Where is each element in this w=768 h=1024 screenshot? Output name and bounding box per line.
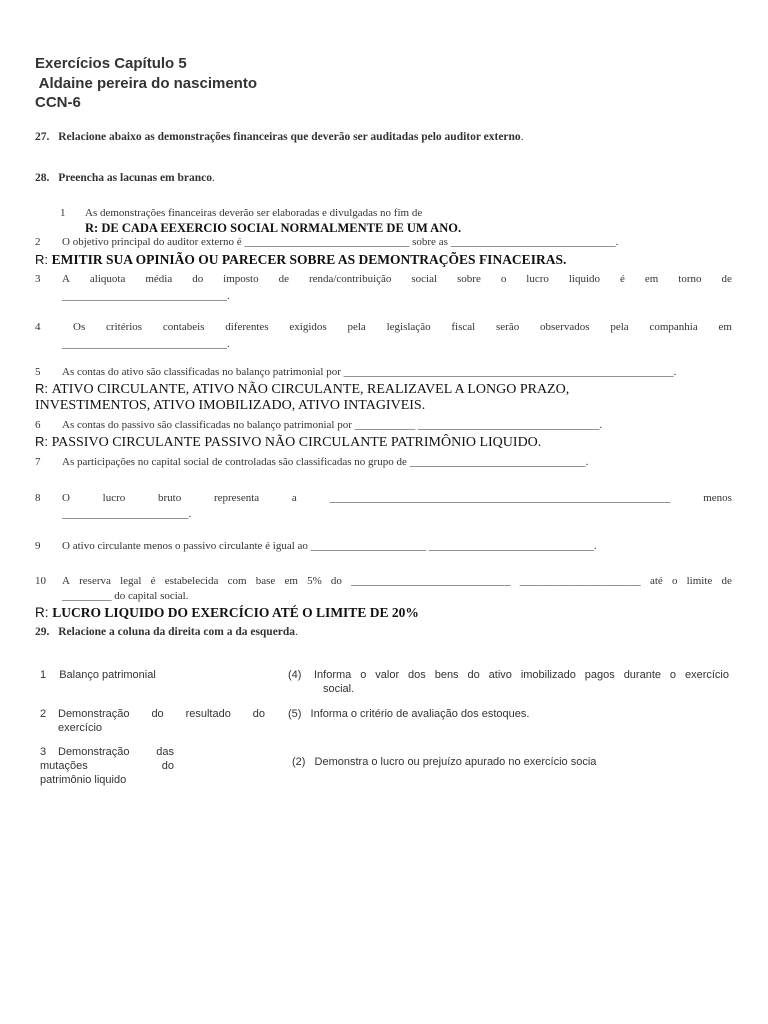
- item-6-answer: R: PASSIVO CIRCULANTE PASSIVO NÃO CIRCULANTE PATRIMÔNIO LIQUIDO.: [35, 434, 542, 450]
- word: 5%: [307, 575, 322, 587]
- word: em: [284, 575, 298, 587]
- right-item-2: (5) Informa o critério de avaliação dos estoques.: [288, 708, 530, 720]
- word: torno: [678, 273, 702, 285]
- word: sobre: [457, 273, 481, 285]
- word: base: [255, 575, 276, 587]
- word: de: [278, 273, 289, 285]
- item-1-answer: R: DE CADA EEXERCIO SOCIAL NORMALMENTE DE UM ANO.: [85, 221, 462, 235]
- item-5-number: 5: [35, 366, 41, 378]
- item-8-blank: _______________________.: [62, 508, 192, 520]
- question-number: 27.: [35, 131, 50, 143]
- left-item-2-text: [58, 708, 265, 720]
- word: em: [644, 273, 659, 285]
- word: social: [411, 273, 438, 285]
- word: ______________________________________________________________: [329, 492, 671, 504]
- item-3-blank: ______________________________.: [62, 290, 230, 302]
- word: de: [721, 575, 732, 587]
- item-1-text: As demonstrações financeiras deverão ser elaboradas e divulgadas no fim de: [85, 207, 423, 219]
- question-29: 29. Relacione a coluna da direita com a da esquerda.: [35, 626, 298, 638]
- word: lucro: [526, 273, 549, 285]
- item-9-text: O ativo circulante menos o passivo circulante é igual ao _____________________ ______________________________.: [62, 540, 597, 552]
- left-item-2-number: 2: [40, 708, 47, 720]
- word: Informa: [314, 669, 352, 681]
- item-4-text: [73, 321, 732, 333]
- question-27: 27. Relacione abaixo as demonstrações financeiras que deverão ser auditadas pelo auditor externo.: [35, 131, 524, 143]
- word: do: [192, 273, 204, 285]
- word: A: [62, 273, 70, 285]
- right-item-1-text: [314, 669, 729, 681]
- word: em: [718, 321, 732, 333]
- word: valor: [375, 669, 400, 681]
- word: legal: [120, 575, 142, 587]
- word: menos: [703, 492, 732, 504]
- left-item-1: 1 Balanço patrimonial: [40, 669, 156, 681]
- item-10-number: 10: [35, 575, 46, 587]
- word: observados: [540, 321, 590, 333]
- item-3-number: 3: [35, 273, 41, 285]
- word: diferentes: [225, 321, 269, 333]
- item-8-number: 8: [35, 492, 41, 504]
- word: A: [62, 575, 70, 587]
- item-7-text: As participações no capital social de controladas são classificadas no grupo de ________________________________.: [62, 456, 589, 468]
- word: com: [227, 575, 247, 587]
- word: ______________________: [519, 575, 641, 587]
- right-item-1-cont: social.: [323, 683, 355, 695]
- word: o: [500, 273, 507, 285]
- word: estabelecida: [164, 575, 219, 587]
- word: das: [156, 746, 174, 758]
- word: durante: [623, 669, 661, 681]
- item-5-answer-line2: INVESTIMENTOS, ATIVO IMOBILIZADO, ATIVO INTAGIVEIS.: [35, 398, 426, 413]
- left-item-2-cont: exercício: [58, 722, 103, 734]
- word: ativo: [488, 669, 512, 681]
- word: liquido: [568, 273, 601, 285]
- word: serão: [496, 321, 520, 333]
- item-10-text: [62, 575, 732, 587]
- word: pela: [347, 321, 366, 333]
- word: dos: [408, 669, 426, 681]
- word: de: [721, 273, 732, 285]
- question-number: 29.: [35, 626, 50, 638]
- item-10-answer: R: LUCRO LIQUIDO DO EXERCÍCIO ATÉ O LIMITE DE 20%: [35, 605, 419, 620]
- word: Demonstração: [58, 746, 130, 758]
- question-28: 28. Preencha as lacunas em branco.: [35, 172, 215, 184]
- word: do: [161, 760, 174, 772]
- word: até: [649, 575, 663, 587]
- word: o: [360, 669, 367, 681]
- item-5-answer-line1: R: ATIVO CIRCULANTE, ATIVO NÃO CIRCULANTE, REALIZAVEL A LONGO PRAZO,: [35, 381, 570, 397]
- word: renda/contribuição: [308, 273, 392, 285]
- word: critérios: [106, 321, 143, 333]
- left-item-3-number: 3: [40, 746, 47, 758]
- word: _____________________________: [351, 575, 511, 587]
- item-1-number: 1: [60, 207, 66, 219]
- word: exigidos: [289, 321, 327, 333]
- word: companhia: [649, 321, 698, 333]
- left-item-3-line2: [40, 760, 174, 772]
- item-6-text: As contas do passivo são classificadas no balanço patrimonial por ___________ _________________________________.: [62, 419, 603, 431]
- word: bruto: [158, 492, 182, 504]
- word: pela: [610, 321, 629, 333]
- word: bens: [434, 669, 459, 681]
- left-item-3-line3: patrimônio liquido: [40, 774, 127, 786]
- item-3-text: [62, 273, 732, 285]
- class-code: CCN-6: [35, 94, 81, 111]
- item-9-number: 9: [35, 540, 41, 552]
- question-text: Relacione abaixo as demonstrações financeiras que deverão ser auditadas pelo auditor externo: [58, 131, 521, 143]
- word: resultado: [185, 708, 231, 720]
- word: do: [330, 575, 342, 587]
- word: imposto: [223, 273, 259, 285]
- word: aliquota: [89, 273, 126, 285]
- item-2-answer: R: EMITIR SUA OPINIÃO OU PARECER SOBRE AS DEMONTRAÇÕES FINACEIRAS.: [35, 252, 567, 267]
- word: contabeis: [162, 321, 205, 333]
- item-2-number: 2: [35, 236, 41, 248]
- word: legislação: [386, 321, 431, 333]
- doc-title: Exercícios Capítulo 5: [35, 55, 187, 72]
- word: O: [62, 492, 70, 504]
- word: lucro: [102, 492, 126, 504]
- question-text: Relacione a coluna da direita com a da esquerda: [58, 626, 296, 638]
- question-text: Preencha as lacunas em branco: [58, 172, 213, 184]
- word: pagos: [584, 669, 615, 681]
- word: Os: [73, 321, 86, 333]
- item-5-text: As contas do ativo são classificadas no balanço patrimonial por ____________________________________________________________.: [62, 366, 677, 378]
- word: Demonstração: [58, 708, 130, 720]
- item-10-blank: _________ do capital social.: [62, 590, 189, 602]
- item-6-number: 6: [35, 419, 41, 431]
- left-item-3-text: [58, 746, 174, 758]
- word: exercício: [684, 669, 729, 681]
- word: representa: [213, 492, 260, 504]
- item-4-number: 4: [35, 321, 41, 333]
- author-name: Aldaine pereira do nascimento: [35, 75, 258, 92]
- right-item-1-number: (4): [288, 669, 302, 681]
- word: do: [252, 708, 265, 720]
- word: do: [151, 708, 164, 720]
- question-number: 28.: [35, 172, 50, 184]
- word: do: [467, 669, 480, 681]
- word: limite: [686, 575, 713, 587]
- word: mutações: [40, 760, 88, 772]
- word: reserva: [79, 575, 111, 587]
- word: é: [150, 575, 156, 587]
- word: imobilizado: [520, 669, 576, 681]
- item-4-blank: ______________________________.: [62, 338, 230, 350]
- word: a: [291, 492, 297, 504]
- word: fiscal: [451, 321, 476, 333]
- word: o: [669, 669, 677, 681]
- item-2-text: O objetivo principal do auditor externo é ______________________________ sobre as ______________________________.: [62, 236, 619, 248]
- right-item-3: (2) Demonstra o lucro ou prejuízo apurado no exercício socia: [292, 756, 597, 768]
- item-8-text: [62, 492, 732, 504]
- item-7-number: 7: [35, 456, 41, 468]
- word: média: [145, 273, 173, 285]
- word: é: [620, 273, 625, 285]
- word: o: [671, 575, 678, 587]
